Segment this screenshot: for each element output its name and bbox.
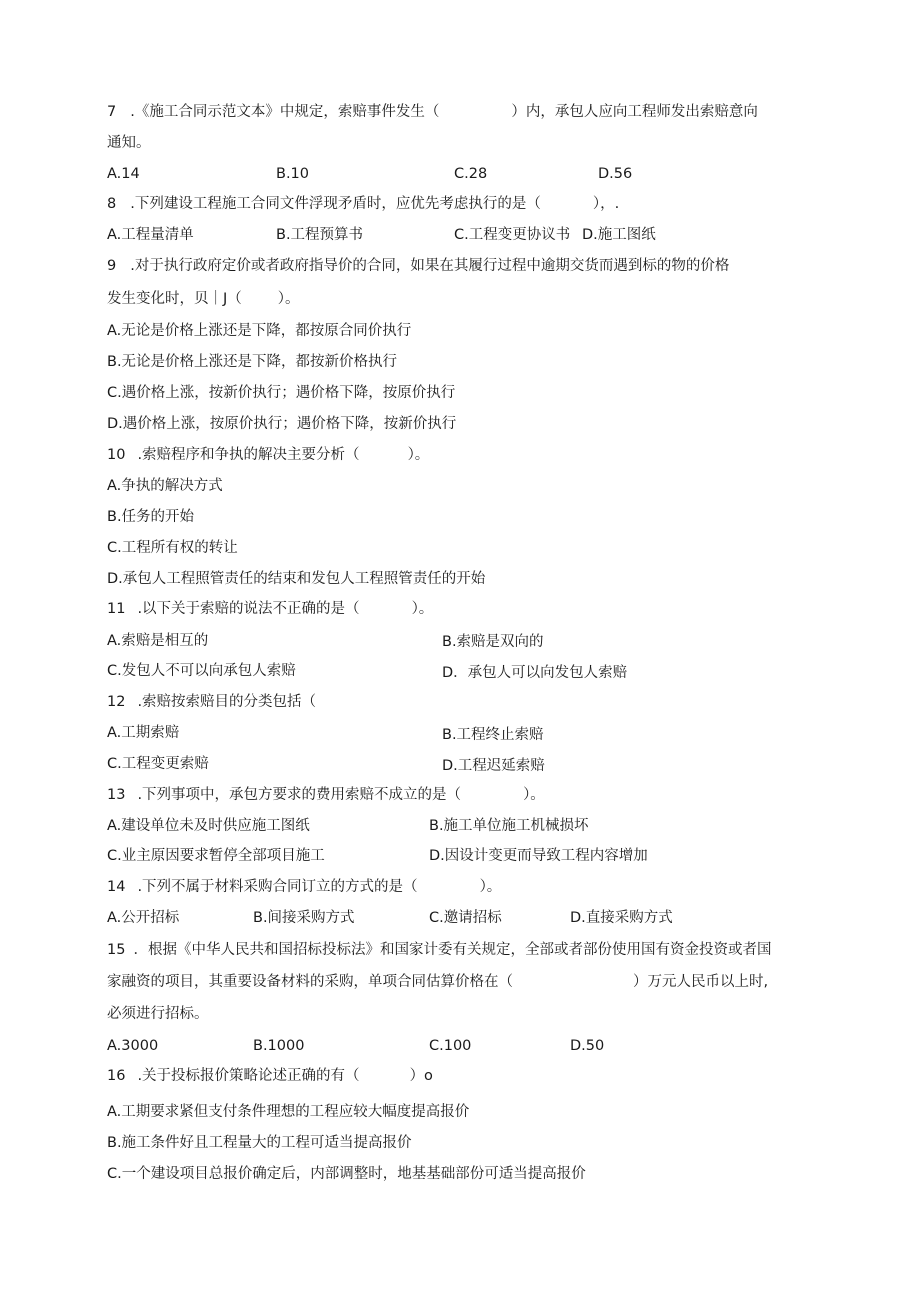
option-b: B.工程终止索赔 [442,727,544,743]
option-a: A.3000 [107,1038,159,1054]
question-text: ．根据《中华人民共和国招标投标法》和国家计委有关规定，全部或者部份使用国有资金投资或者国 [133,942,772,958]
question-9-continuation: 发生变化时，贝｜J（ ）。 [107,291,300,307]
question-text-tail: ）内，承包人应向工程师发出索赔意向 [511,104,758,120]
question-13 [107,785,545,805]
question-number: 9 [107,258,117,274]
option-d: D.50 [570,1038,605,1054]
option-a: A.14 [107,166,140,182]
option-b: B.索赔是双向的 [442,634,544,650]
option-c: C.发包人不可以向承包人索赔 [107,663,296,679]
question-12 [107,692,316,712]
question-number: 16 [107,1068,126,1084]
question-text: .《施工合同示范文本》中规定，索赔事件发生（ [130,104,440,120]
option-b: B.施工单位施工机械损坏 [429,818,589,834]
option-b: B.10 [276,166,310,182]
option-a: A.争执的解决方式 [107,478,223,494]
option-a: A.工期要求紧但支付条件理想的工程应较大幅度提高报价 [107,1104,470,1120]
question-text: .下列不属于材料采购合同订立的方式的是（ [137,879,418,895]
question-text-tail: ）。 [411,601,434,617]
option-b: B.1000 [253,1038,305,1054]
question-number: 13 [107,787,126,803]
option-d: D.56 [598,166,633,182]
option-b: B.间接采购方式 [253,910,355,926]
option-c: C.一个建设项目总报价确定后，内部调整时，地基基础部份可适当提高报价 [107,1166,586,1182]
question-15 [107,940,771,960]
question-number: 15 [107,942,126,958]
option-d: D.遇价格上涨，按原价执行；遇价格下降，按新价执行 [107,416,457,432]
question-text: .下列事项中，承包方要求的费用索赔不成立的是（ [137,787,462,803]
option-a: A.工期索赔 [107,725,180,741]
option-c: C.邀请招标 [429,910,502,926]
question-text: .对于执行政府定价或者政府指导价的合同，如果在其履行过程中逾期交货而遇到标的物的价格 [130,258,730,274]
question-text-tail: ）。 [523,787,545,803]
option-d: D.工程迟延索赔 [442,758,545,774]
option-a: A.无论是价格上涨还是下降，都按原合同价执行 [107,323,412,339]
question-10 [107,445,429,465]
option-b: B.施工条件好且工程量大的工程可适当提高报价 [107,1135,412,1151]
option-d: D.承包人工程照管责任的结束和发包人工程照管责任的开始 [107,571,486,587]
question-number: 8 [107,196,117,212]
question-text: .下列建设工程施工合同文件浮现矛盾时，应优先考虑执行的是（ [130,196,541,212]
option-c: C.100 [429,1038,472,1054]
question-16 [107,1066,433,1086]
question-text-tail: ）。 [407,447,430,463]
question-number: 10 [107,447,126,463]
option-b: B.任务的开始 [107,509,195,525]
question-8 [107,194,619,214]
option-b: B.无论是价格上涨还是下降，都按新价格执行 [107,354,398,370]
option-d: D.因设计变更而导致工程内容增加 [429,848,648,864]
option-a: A.公开招标 [107,910,180,926]
question-number: 11 [107,601,126,617]
question-15-continuation: 家融资的项目，其重要设备材料的采购，单项合同估算价格在（ ）万元人民币以上时, [107,974,769,990]
option-c: C.工程所有权的转让 [107,540,238,556]
question-text: .以下关于索赔的说法不正确的是（ [137,601,360,617]
option-c: C.工程变更索赔 [107,756,209,772]
question-text: .关于投标报价策略论述正确的有（ [137,1068,360,1084]
question-text-tail: ）。 [479,879,502,895]
question-text-tail: ），. [592,196,620,212]
question-11 [107,599,433,619]
question-number: 7 [107,104,117,120]
question-number: 14 [107,879,126,895]
option-d: D．承包人可以向发包人索赔 [442,665,628,681]
question-7-continuation: 通知。 [107,135,151,151]
question-text: .索赔程序和争执的解决主要分析（ [137,447,360,463]
option-c: C.28 [454,166,488,182]
question-text-tail: ）o [409,1068,433,1084]
option-c: C.工程变更协议书 [454,227,571,243]
option-a: A.索赔是相互的 [107,633,209,649]
question-9 [107,256,729,276]
option-d: D.施工图纸 [582,227,656,243]
option-a: A.工程量清单 [107,227,194,243]
question-14 [107,877,501,897]
option-d: D.直接采购方式 [570,910,673,926]
question-text: .索赔按索赔目的分类包括（ [137,694,317,710]
option-c: C.遇价格上涨，按新价执行；遇价格下降，按原价执行 [107,385,456,401]
question-15-continuation-2: 必须进行招标。 [107,1006,209,1022]
option-a: A.建设单位未及时供应施工图纸 [107,818,310,834]
option-c: C.业主原因要求暂停全部项目施工 [107,848,325,864]
question-7 [107,102,758,122]
option-b: B.工程预算书 [276,227,364,243]
question-number: 12 [107,694,126,710]
